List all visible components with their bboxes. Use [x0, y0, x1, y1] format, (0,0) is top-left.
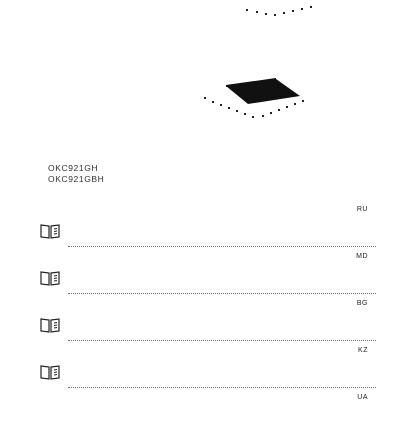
section-instruction — [40, 268, 390, 294]
divider — [68, 340, 376, 341]
language-sections — [40, 204, 390, 439]
open-book-icon — [40, 317, 60, 333]
language-code: UA — [357, 394, 368, 401]
section-heading — [40, 251, 390, 262]
language-code: BG — [356, 300, 368, 307]
language-code: MD — [356, 253, 368, 260]
section-heading — [40, 345, 390, 356]
language-section-kz — [40, 345, 390, 392]
section-instruction — [40, 221, 390, 247]
divider — [68, 246, 376, 247]
model-number: OKC921GH — [48, 163, 99, 173]
language-section-md — [40, 251, 390, 298]
language-section-ru — [40, 204, 390, 251]
language-section-bg — [40, 298, 390, 345]
model-number: OKC921GBH — [48, 174, 105, 184]
model-numbers — [48, 163, 104, 185]
hood-chimney-bottom-edge — [246, 6, 312, 16]
hood-base-edge-right — [262, 100, 304, 117]
section-heading — [40, 392, 390, 403]
section-instruction — [40, 315, 390, 341]
divider — [68, 387, 376, 388]
section-heading — [40, 298, 390, 309]
section-heading — [40, 204, 390, 215]
open-book-icon — [40, 270, 60, 286]
language-code: KZ — [358, 347, 368, 354]
cooker-hood-illustration — [0, 0, 400, 140]
open-book-icon — [40, 223, 60, 239]
language-section-ua — [40, 392, 390, 439]
language-code: RU — [356, 206, 368, 213]
divider — [68, 293, 376, 294]
section-instruction — [40, 362, 390, 388]
hood-canopy — [226, 79, 300, 104]
open-book-icon — [40, 364, 60, 380]
